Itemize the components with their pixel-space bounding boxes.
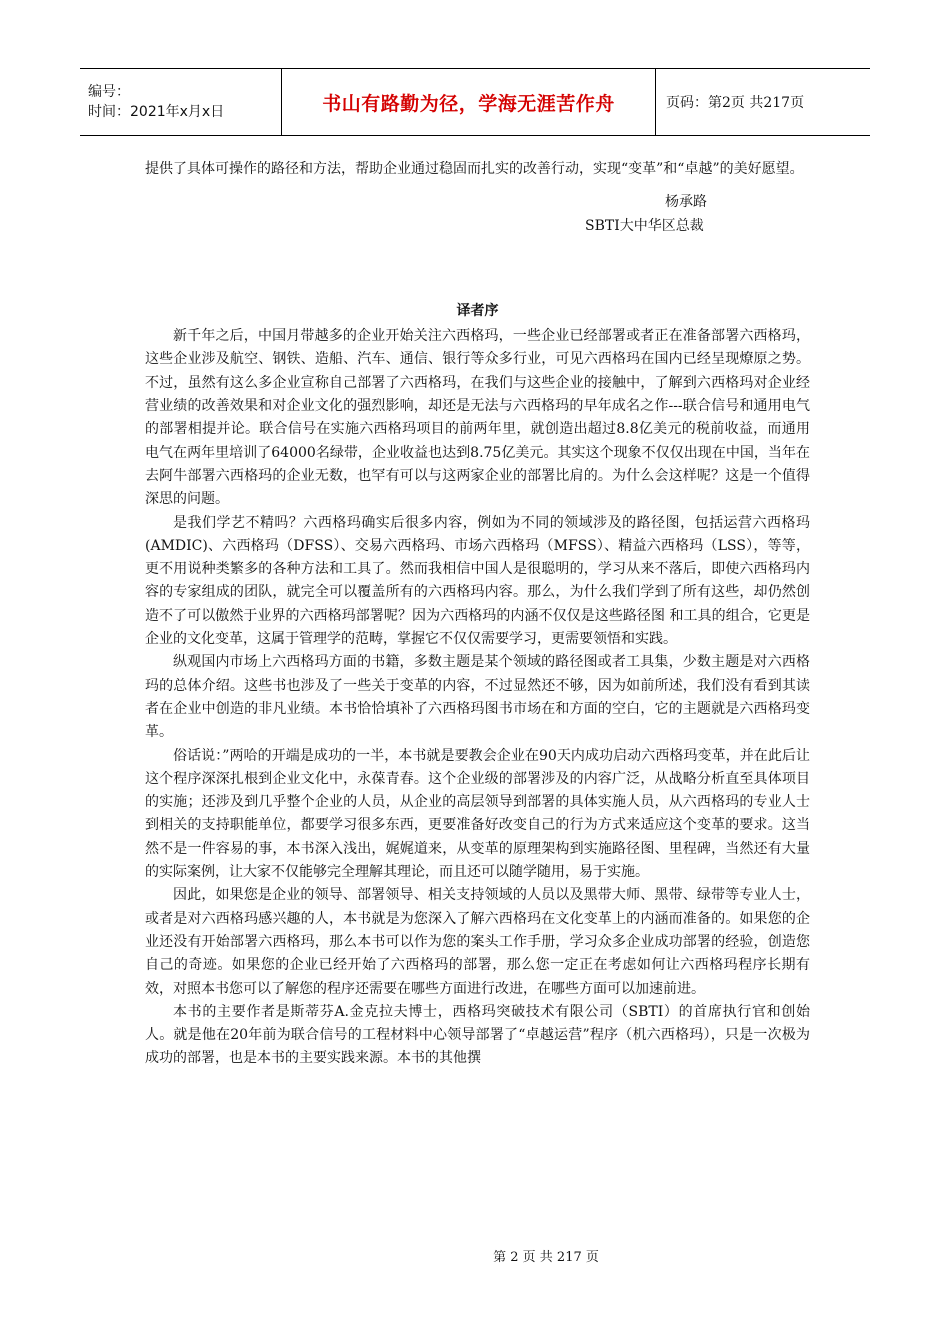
page-header — [80, 68, 870, 136]
header-motto: 书山有路勤为径，学海无涯苦作舟 — [322, 92, 615, 115]
paragraph: 因此，如果您是企业的领导、部署领导、相关支持领域的人员以及黑带大师、黑带、绿带等专业人士，或者是对六西格玛感兴趣的人，本书就是为您深入了解六西格玛在文化变革上的内涵而准备的。如果您的企业还没有开始部署六西格玛，那么本书可以作为您的案头工作手册，学习众多企业成功部署的经验，创造您自己的奇迹。如果您的企业已经开始了六西格玛的部署，那么您一定正在考虑如何让六西格玛程序长期有效，对照本书您可以了解您的程序还需要在哪些方面进行改进，在哪些方面可以加速前进。 — [145, 887, 810, 997]
paragraph: 新千年之后，中国月带越多的企业开始关注六西格玛，一些企业已经部署或者正在准备部署六西格玛，这些企业涉及航空、钢铁、造船、汽车、通信、银行等众多行业，可见六西格玛在国内已经呈现燎原之势。不过，虽然有这么多企业宣称自己部署了六西格玛，在我们与这些企业的接触中，了解到六西格玛对企业经营业绩的改善效果和对企业文化的强烈影响，却还是无法与六西格玛的早年成名之作---联合信号和通用电气的部署相提并论。联合信号在实施六西格玛项目的前两年里，就创造出超过8.8亿美元的税前收益，而通用电气在两年里培训了64000名绿带，企业收益也达到8.75亿美元。其实这个现象不仅仅出现在中国，当年在去阿牛部署六西格玛的企业无数，也罕有可以与这两家企业的部署比肩的。为什么会这样呢？这是一个值得深思的问题。 — [145, 328, 810, 508]
signature-title: SBTI大中华区总裁 — [585, 217, 704, 234]
intro-continuation: 提供了具体可操作的路径和方法，帮助企业通过稳固而扎实的改善行动，实现“变革”和“卓越”的美好愿望。 — [145, 161, 804, 177]
paragraph: 是我们学艺不精吗？六西格玛确实后很多内容，例如为不同的领域涉及的路径图，包括运营六西格玛(AMDIC)、六西格玛（DFSS）、交易六西格玛、市场六西格玛（MFSS）、精益六西格玛（LSS），等等，更不用说种类繁多的各种方法和工具了。然而我相信中国人是很聪明的，学习从来不落后，即使六西格玛内容的专家组成的团队，就完全可以覆盖所有的六西格玛内容。那么，为什么我们学到了所有这些，却仍然创造不了可以傲然于业界的六西格玛部署呢？因为六西格玛的内涵不仅仅是这些路径图 和工具的组合，它更是企业的文化变革，这属于管理学的范畴，掌握它不仅仅需要学习，更需要领悟和实践。 — [145, 514, 810, 648]
page-footer: 第 2 页 共 217 页 — [493, 1250, 599, 1265]
header-page-info: 页码：第2页 共217页 — [666, 95, 805, 111]
paragraph: 纵观国内市场上六西格玛方面的书籍，多数主题是某个领域的路径图或者工具集，少数主题是对六西格玛的总体介绍。这些书也涉及了一些关于变革的内容，不过显然还不够，因为如前所述，我们没有看到其读者在企业中创造的非凡业绩。本书恰恰填补了六西格玛图书市场在和方面的空白，它的主题就是六西格玛变革。 — [145, 654, 810, 741]
header-meta — [80, 69, 282, 135]
document-number-label: 编号： — [88, 84, 130, 100]
header-motto-cell — [282, 69, 656, 135]
section-title: 译者序 — [456, 302, 499, 319]
paragraph: 俗话说：”两哈的开端是成功的一半，本书就是要教会企业在90天内成功启动六西格玛变革，并在此后让这个程序深深扎根到企业文化中，永葆青春。这个企业级的部署涉及的内容广泛，从战略分析直至具体项目的实施；还涉及到几乎整个企业的人员，从企业的高层领导到部署的具体实施人员，从六西格玛的专业人士到相关的支持职能单位，都要学习很多东西，更要准备好改变自己的行为方式来适应这个变革的要求。这当然不是一件容易的事，本书深入浅出，娓娓道来，从变革的原理架构到实施路径图、里程碑，当然还有大量的实际案例，让大家不仅能够完全理解其理论，而且还可以随学随用，易于实施。 — [145, 747, 810, 881]
paragraph: 本书的主要作者是斯蒂芬A.金克拉夫博士，西格玛突破技术有限公司（SBTI）的首席执行官和创始人。就是他在20年前为联合信号的工程材料中心领导部署了“卓越运营”程序（机六西格玛），只是一次极为成功的部署，也是本书的主要实践来源。本书的其他撰 — [145, 1003, 810, 1067]
document-time-label: 时间：2021年x月x日 — [88, 104, 225, 120]
document-body — [145, 158, 810, 1071]
signature-name: 杨承路 — [665, 194, 707, 211]
